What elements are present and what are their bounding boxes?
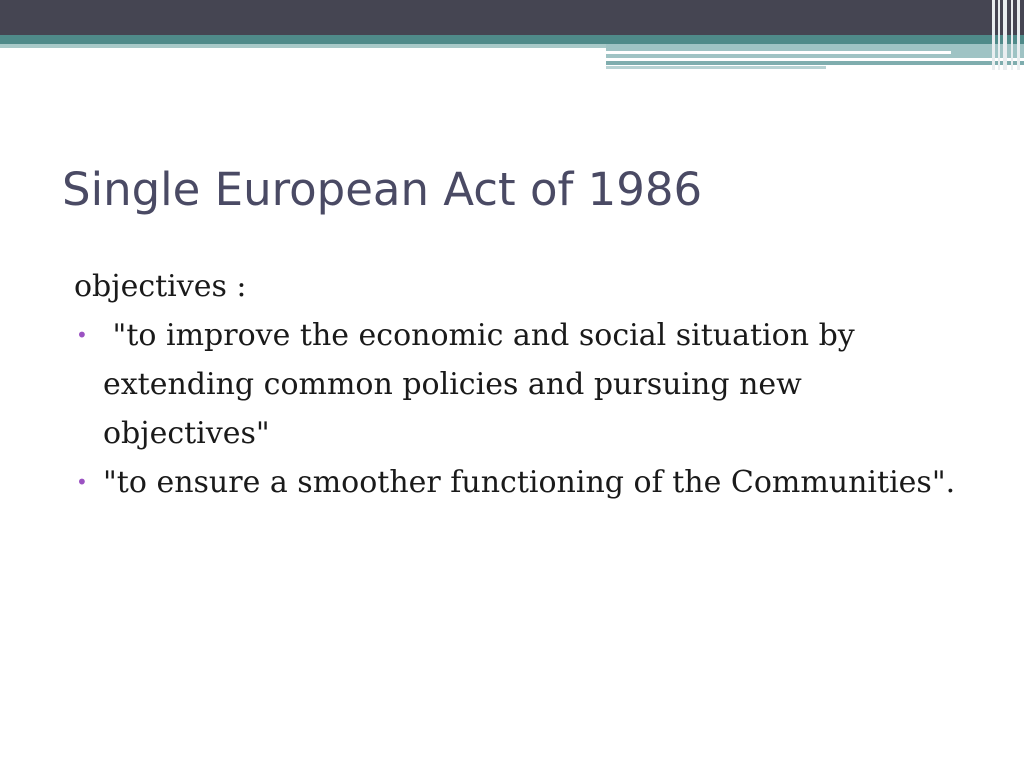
list-item [74, 311, 974, 458]
bullet-dot-icon: • [76, 323, 88, 347]
header-band-dark [0, 0, 1024, 35]
header-step-line [606, 51, 951, 54]
slide-body [74, 262, 974, 507]
objectives-heading: objectives : [74, 269, 247, 304]
header-accent-line [606, 61, 1024, 65]
slide-title: Single European Act of 1986 [62, 163, 703, 216]
header-accent-line-short [606, 66, 826, 69]
header-band-teal [0, 35, 1024, 44]
list-item-text: "to ensure a smoother functioning of the Communities". [103, 465, 956, 500]
header-vertical-stripes [992, 0, 1024, 70]
bullet-dot-icon: • [76, 470, 88, 494]
list-item [74, 458, 974, 507]
objectives-list [74, 311, 974, 507]
list-item-text: "to improve the economic and social situation by extending common policies and pursuing new objectives" [103, 318, 865, 451]
